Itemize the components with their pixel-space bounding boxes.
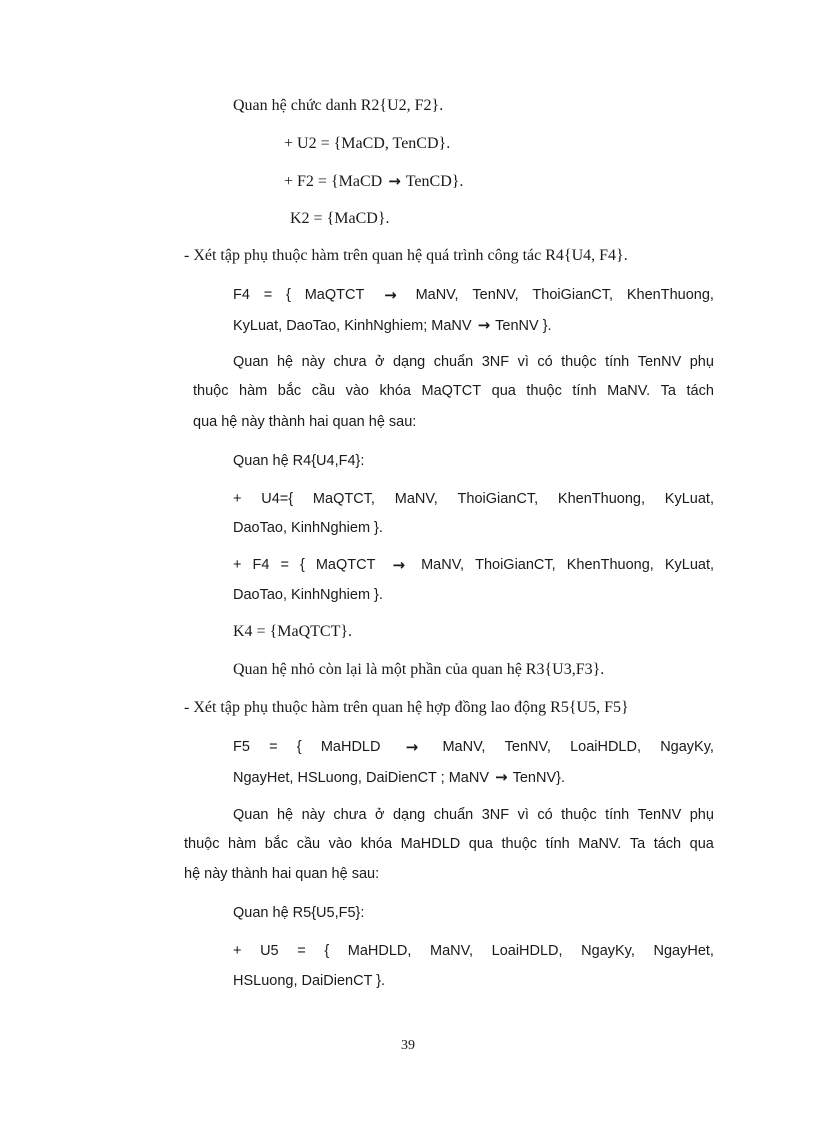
word: thuộc	[501, 836, 538, 852]
line-r4-intro: - Xét tập phụ thuộc hàm trên quan hệ quá trình công tác R4{U4, F4}.	[184, 247, 628, 264]
word: KyLuat,	[664, 491, 714, 507]
line-r3-note: Quan hệ nhỏ còn lại là một phần của quan hệ R3{U3,F3}.	[233, 661, 605, 678]
word: {	[296, 739, 302, 755]
word: U5	[260, 943, 279, 959]
word: +	[233, 491, 242, 507]
word: qua	[491, 383, 516, 399]
word: LoaiHDLD,	[491, 943, 563, 959]
word: vì	[517, 807, 529, 823]
word: chuẩn	[433, 354, 474, 370]
word: NgayKy,	[660, 739, 714, 755]
word: 3NF	[481, 807, 510, 823]
word: U4={	[261, 491, 294, 507]
word: tách	[653, 836, 682, 852]
arrow-icon: →	[384, 286, 396, 304]
word: F5	[233, 739, 250, 755]
line-para2-3: hệ này thành hai quan hệ sau:	[184, 866, 380, 882]
word: qua	[689, 836, 714, 852]
line-k2: K2 = {MaCD}.	[290, 210, 390, 227]
word: khóa	[360, 836, 393, 852]
word: =	[280, 557, 289, 573]
word: =	[269, 739, 278, 755]
word: hệ	[276, 354, 294, 370]
line-f2	[284, 171, 463, 192]
word: MaNV.	[607, 383, 651, 399]
word: hàm	[239, 383, 268, 399]
word: thuộc	[526, 383, 562, 399]
line-f4-cont-left: KyLuat, DaoTao, KinhNghiem; MaNV	[233, 318, 472, 334]
word: ở	[374, 807, 385, 823]
word: thuộc	[184, 836, 220, 852]
word: F4	[252, 557, 270, 573]
word: MaNV.	[578, 836, 622, 852]
line-f5-cont	[233, 767, 565, 788]
line-para2-2	[184, 834, 714, 854]
word: F4	[233, 287, 250, 303]
line-f5-def	[233, 737, 714, 757]
word: KyLuat,	[664, 557, 714, 573]
word: chuẩn	[433, 807, 474, 823]
line-u5	[233, 941, 714, 961]
word: LoaiHDLD,	[570, 739, 641, 755]
word: MaHDLD,	[347, 943, 412, 959]
word: phụ	[689, 354, 714, 370]
word: =	[263, 287, 273, 303]
word: Quan	[233, 807, 269, 823]
word: MaQTCT	[304, 287, 365, 303]
word: có	[537, 807, 553, 823]
word: này	[301, 807, 325, 823]
word: thuộc	[561, 354, 597, 370]
line-r4-rel: Quan hệ R4{U4,F4}:	[233, 453, 365, 469]
word: TenNV,	[472, 287, 519, 303]
word: {	[299, 557, 305, 573]
line-para1-1	[233, 352, 714, 372]
word: +	[233, 943, 242, 959]
word: chưa	[333, 807, 367, 823]
word: MaNV,	[421, 557, 465, 573]
word: thuộc	[561, 807, 597, 823]
line-r5-rel: Quan hệ R5{U5,F5}:	[233, 905, 365, 921]
word: Ta	[660, 383, 676, 399]
line-f2-right: TenCD}.	[405, 173, 464, 190]
word: NgayHet,	[653, 943, 714, 959]
word: MaQTCT,	[312, 491, 375, 507]
word: TenNV	[637, 354, 682, 370]
word: +	[233, 557, 242, 573]
word: chưa	[333, 354, 367, 370]
line-f4-cont-right: TenNV }.	[495, 318, 552, 334]
word: MaNV,	[394, 491, 438, 507]
line-r2-heading: Quan hệ chức danh R2{U2, F2}.	[233, 97, 444, 114]
word: có	[537, 354, 553, 370]
word: hàm	[228, 836, 257, 852]
word: cầu	[296, 836, 321, 852]
word: phụ	[689, 807, 714, 823]
word: dạng	[392, 354, 426, 370]
line-u4	[233, 489, 714, 509]
word: qua	[468, 836, 493, 852]
word: Ta	[629, 836, 646, 852]
word: NgayKy,	[581, 943, 635, 959]
word: MaNV,	[430, 943, 474, 959]
word: tính	[605, 354, 630, 370]
line-f5-cont-right: TenNV}.	[512, 770, 565, 786]
word: KhenThuong,	[557, 491, 645, 507]
arrow-icon: →	[392, 556, 405, 574]
line-u2: + U2 = {MaCD, TenCD}.	[284, 135, 451, 152]
line-para1-3: qua hệ này thành hai quan hệ sau:	[193, 414, 417, 430]
word: thuộc	[193, 383, 229, 399]
word: TenNV	[637, 807, 682, 823]
line-u5-cont: HSLuong, DaiDienCT }.	[233, 973, 386, 989]
word: KhenThuong,	[566, 557, 654, 573]
line-f4-cont	[233, 315, 552, 336]
line-f4-def	[233, 285, 714, 305]
line-f4-new	[233, 555, 714, 575]
word: Quan	[233, 354, 269, 370]
word: dạng	[392, 807, 426, 823]
line-k4: K4 = {MaQTCT}.	[233, 623, 353, 640]
word: vì	[517, 354, 529, 370]
word: khóa	[379, 383, 411, 399]
word: bắc	[264, 836, 289, 852]
word: này	[301, 354, 325, 370]
word: MaHDLD	[320, 739, 381, 755]
line-para2-1	[233, 805, 714, 825]
line-f5-cont-left: NgayHet, HSLuong, DaiDienCT ; MaNV	[233, 770, 490, 786]
word: {	[286, 287, 291, 303]
word: vào	[328, 836, 353, 852]
word: ở	[374, 354, 385, 370]
word: bắc	[277, 383, 302, 399]
word: cầu	[311, 383, 336, 399]
word: tính	[605, 807, 630, 823]
word: 3NF	[481, 354, 510, 370]
word: tách	[686, 383, 714, 399]
word: TenNV,	[504, 739, 551, 755]
word: MaQTCT	[315, 557, 376, 573]
word: tính	[572, 383, 597, 399]
line-u4-cont: DaoTao, KinhNghiem }.	[233, 520, 383, 536]
word: MaNV,	[415, 287, 459, 303]
word: ThoiGianCT,	[457, 491, 539, 507]
word: ThoiGianCT,	[475, 557, 556, 573]
word: MaQTCT	[421, 383, 482, 399]
word: ThoiGianCT,	[532, 287, 614, 303]
word: =	[297, 943, 306, 959]
arrow-icon: →	[388, 172, 400, 190]
word: MaHDLD	[400, 836, 461, 852]
arrow-icon: →	[477, 316, 490, 334]
arrow-icon: →	[495, 768, 507, 786]
line-f2-left: + F2 = {MaCD	[284, 173, 383, 190]
word: vào	[345, 383, 369, 399]
line-f4-new-cont: DaoTao, KinhNghiem }.	[233, 587, 383, 603]
word: KhenThuong,	[626, 287, 714, 303]
line-r5-intro: - Xét tập phụ thuộc hàm trên quan hệ hợp đồng lao động R5{U5, F5}	[184, 699, 629, 716]
word: MaNV,	[442, 739, 486, 755]
page-number: 39	[401, 1038, 415, 1053]
line-para1-2	[193, 381, 714, 401]
arrow-icon: →	[405, 738, 418, 756]
word: {	[324, 943, 330, 959]
word: tính	[545, 836, 570, 852]
word: hệ	[276, 807, 294, 823]
